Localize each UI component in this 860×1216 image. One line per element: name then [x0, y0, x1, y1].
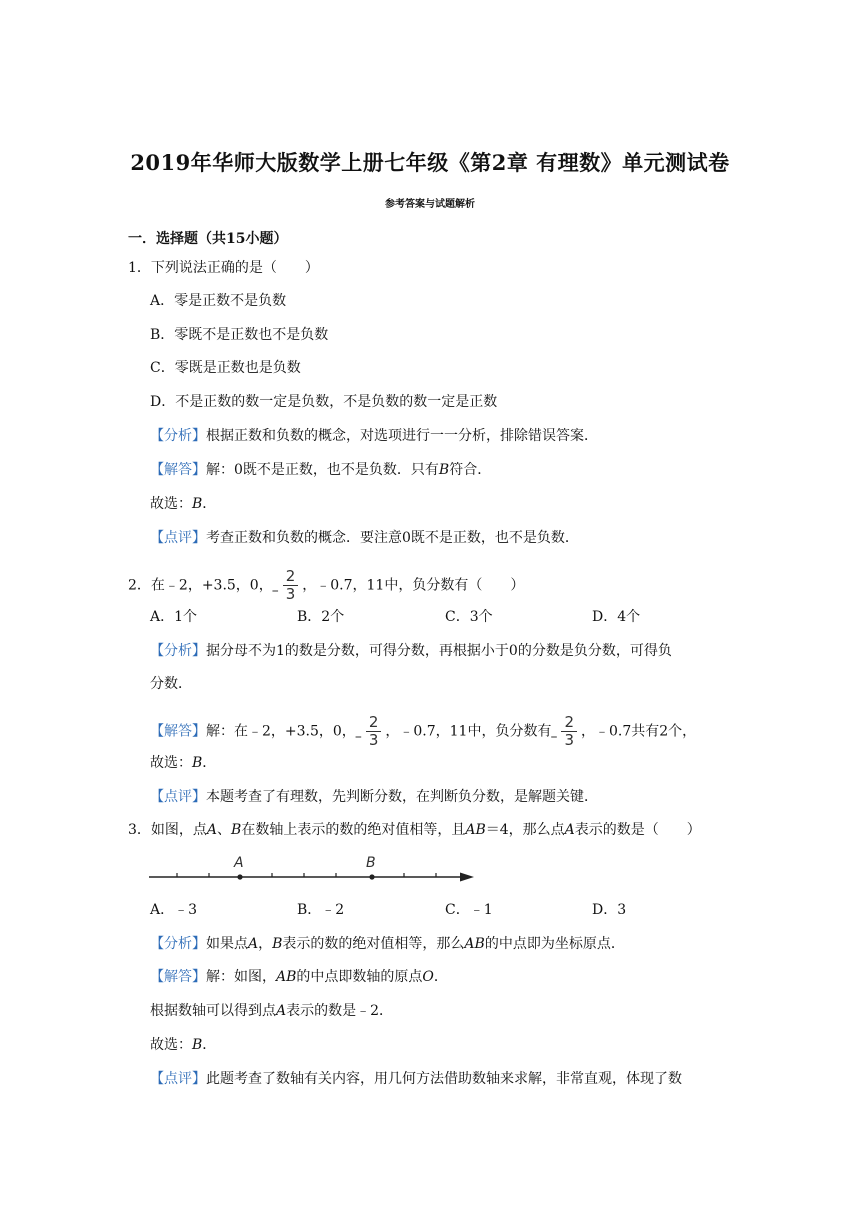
- question-1-option-c: C．零既是正数也是负数: [150, 360, 301, 376]
- question-3-option-b: B．﹣2: [297, 902, 345, 918]
- question-1-option-b: B．零既不是正数也不是负数: [150, 327, 329, 343]
- point-b: [369, 874, 374, 879]
- solution-part-a: 解：在﹣2，+3.5，0，: [206, 723, 356, 740]
- solution-tag: 【解答】: [150, 969, 206, 985]
- question-2-comment: [150, 787, 598, 807]
- solution-end: 符合．: [449, 462, 492, 478]
- question-2-option-d: D．4个: [592, 609, 641, 625]
- solution-tag: 【解答】: [150, 723, 206, 740]
- solution-tag: 【解答】: [150, 462, 206, 478]
- question-2-option-c: C．3个: [445, 609, 493, 625]
- question-2-choose: [150, 753, 216, 773]
- fraction-neg-two-thirds: – 2 3: [366, 714, 382, 749]
- document-subtitle: 参考答案与试题解析: [385, 199, 475, 210]
- analysis-text: 据分母不为1的数是分数，可得分数，再根据小于0的分数是负分数，可得负: [206, 643, 672, 659]
- point-a-label: A: [234, 855, 244, 871]
- analysis-tag: 【分析】: [150, 936, 206, 952]
- solution-text: 解：0既不是正数，也不是负数．只有: [206, 462, 439, 478]
- choose-end: ．: [202, 755, 217, 771]
- question-2-analysis-cont: 分数．: [150, 676, 192, 692]
- question-3-option-a: A．﹣3: [150, 902, 198, 918]
- choose-text: 故选：: [150, 496, 192, 512]
- choose-text: 故选：: [150, 755, 192, 771]
- question-3-option-c: C．﹣1: [445, 902, 493, 918]
- number-line-arrow: [460, 873, 474, 882]
- question-1-choose: [150, 494, 216, 514]
- comment-text: 本题考查了有理数，先判断分数，在判断负分数，是解题关键．: [206, 789, 598, 805]
- comment-tag: 【点评】: [150, 789, 206, 805]
- question-1-option-a: A．零是正数不是负数: [150, 293, 287, 309]
- analysis-tag: 【分析】: [150, 643, 206, 659]
- choose-var: B: [192, 1037, 203, 1053]
- question-2-option-b: B．2个: [297, 609, 345, 625]
- fraction-neg-two-thirds: – 2 3: [561, 714, 577, 749]
- choose-text: 故选：: [150, 1037, 192, 1053]
- question-3-stem: 3．如图，点A、B在数轴上表示的数的绝对值相等，且AB＝4，那么点A表示的数是（ ）: [128, 822, 701, 838]
- point-b-label: B: [366, 855, 376, 871]
- choose-var: B: [192, 496, 203, 512]
- comment-text: 考查正数和负数的概念．要注意0既不是正数，也不是负数．: [206, 530, 579, 546]
- number-line-figure: [146, 852, 476, 886]
- question-1-analysis: [150, 426, 598, 446]
- question-3-choose: [150, 1035, 216, 1055]
- point-a: [237, 874, 242, 879]
- question-3-solution: 【解答】解：如图，AB的中点即数轴的原点O．: [150, 969, 448, 985]
- question-2-stem: [128, 568, 524, 603]
- analysis-tag: 【分析】: [150, 428, 206, 444]
- question-1-comment: [150, 528, 579, 548]
- question-1-option-d: D．不是正数的数一定是负数，不是负数的数一定是正数: [150, 394, 498, 410]
- section-title: 一．选择题（共15小题）: [128, 231, 288, 247]
- question-2-option-a: A．1个: [150, 609, 198, 625]
- stem-part-a: 2．在﹣2，+3.5，0，: [128, 577, 273, 594]
- choose-end: ．: [202, 496, 217, 512]
- comment-text: 此题考查了数轴有关内容，用几何方法借助数轴来求解，非常直观，体现了数: [206, 1071, 682, 1087]
- stem-part-b: ，﹣0.7，11中，负分数有（ ）: [302, 577, 525, 594]
- choose-end: ．: [202, 1037, 217, 1053]
- document-title: 2019年华师大版数学上册七年级《第2章 有理数》单元测试卷: [130, 150, 730, 175]
- comment-tag: 【点评】: [150, 530, 206, 546]
- question-3-option-d: D．3: [592, 902, 627, 918]
- fraction-neg-two-thirds: – 2 3: [283, 568, 299, 603]
- solution-var: B: [438, 462, 450, 478]
- question-2-analysis: [150, 641, 672, 661]
- question-1-stem: 1．下列说法正确的是（ ）: [128, 260, 319, 276]
- choose-var: B: [192, 755, 203, 771]
- question-3-analysis: 【分析】如果点A，B表示的数的绝对值相等，那么AB的中点即为坐标原点．: [150, 936, 625, 952]
- comment-tag: 【点评】: [150, 1071, 206, 1087]
- question-2-solution: [150, 714, 696, 749]
- analysis-text: 根据正数和负数的概念，对选项进行一一分析，排除错误答案．: [206, 428, 598, 444]
- question-3-solution-line2: 根据数轴可以得到点A表示的数是﹣2．: [150, 1003, 394, 1019]
- question-3-comment: [150, 1069, 682, 1089]
- solution-part-c: ，﹣0.7共有2个，: [581, 723, 697, 740]
- question-1-solution: [150, 460, 491, 480]
- solution-part-b: ，﹣0.7，11中，负分数有: [385, 723, 552, 740]
